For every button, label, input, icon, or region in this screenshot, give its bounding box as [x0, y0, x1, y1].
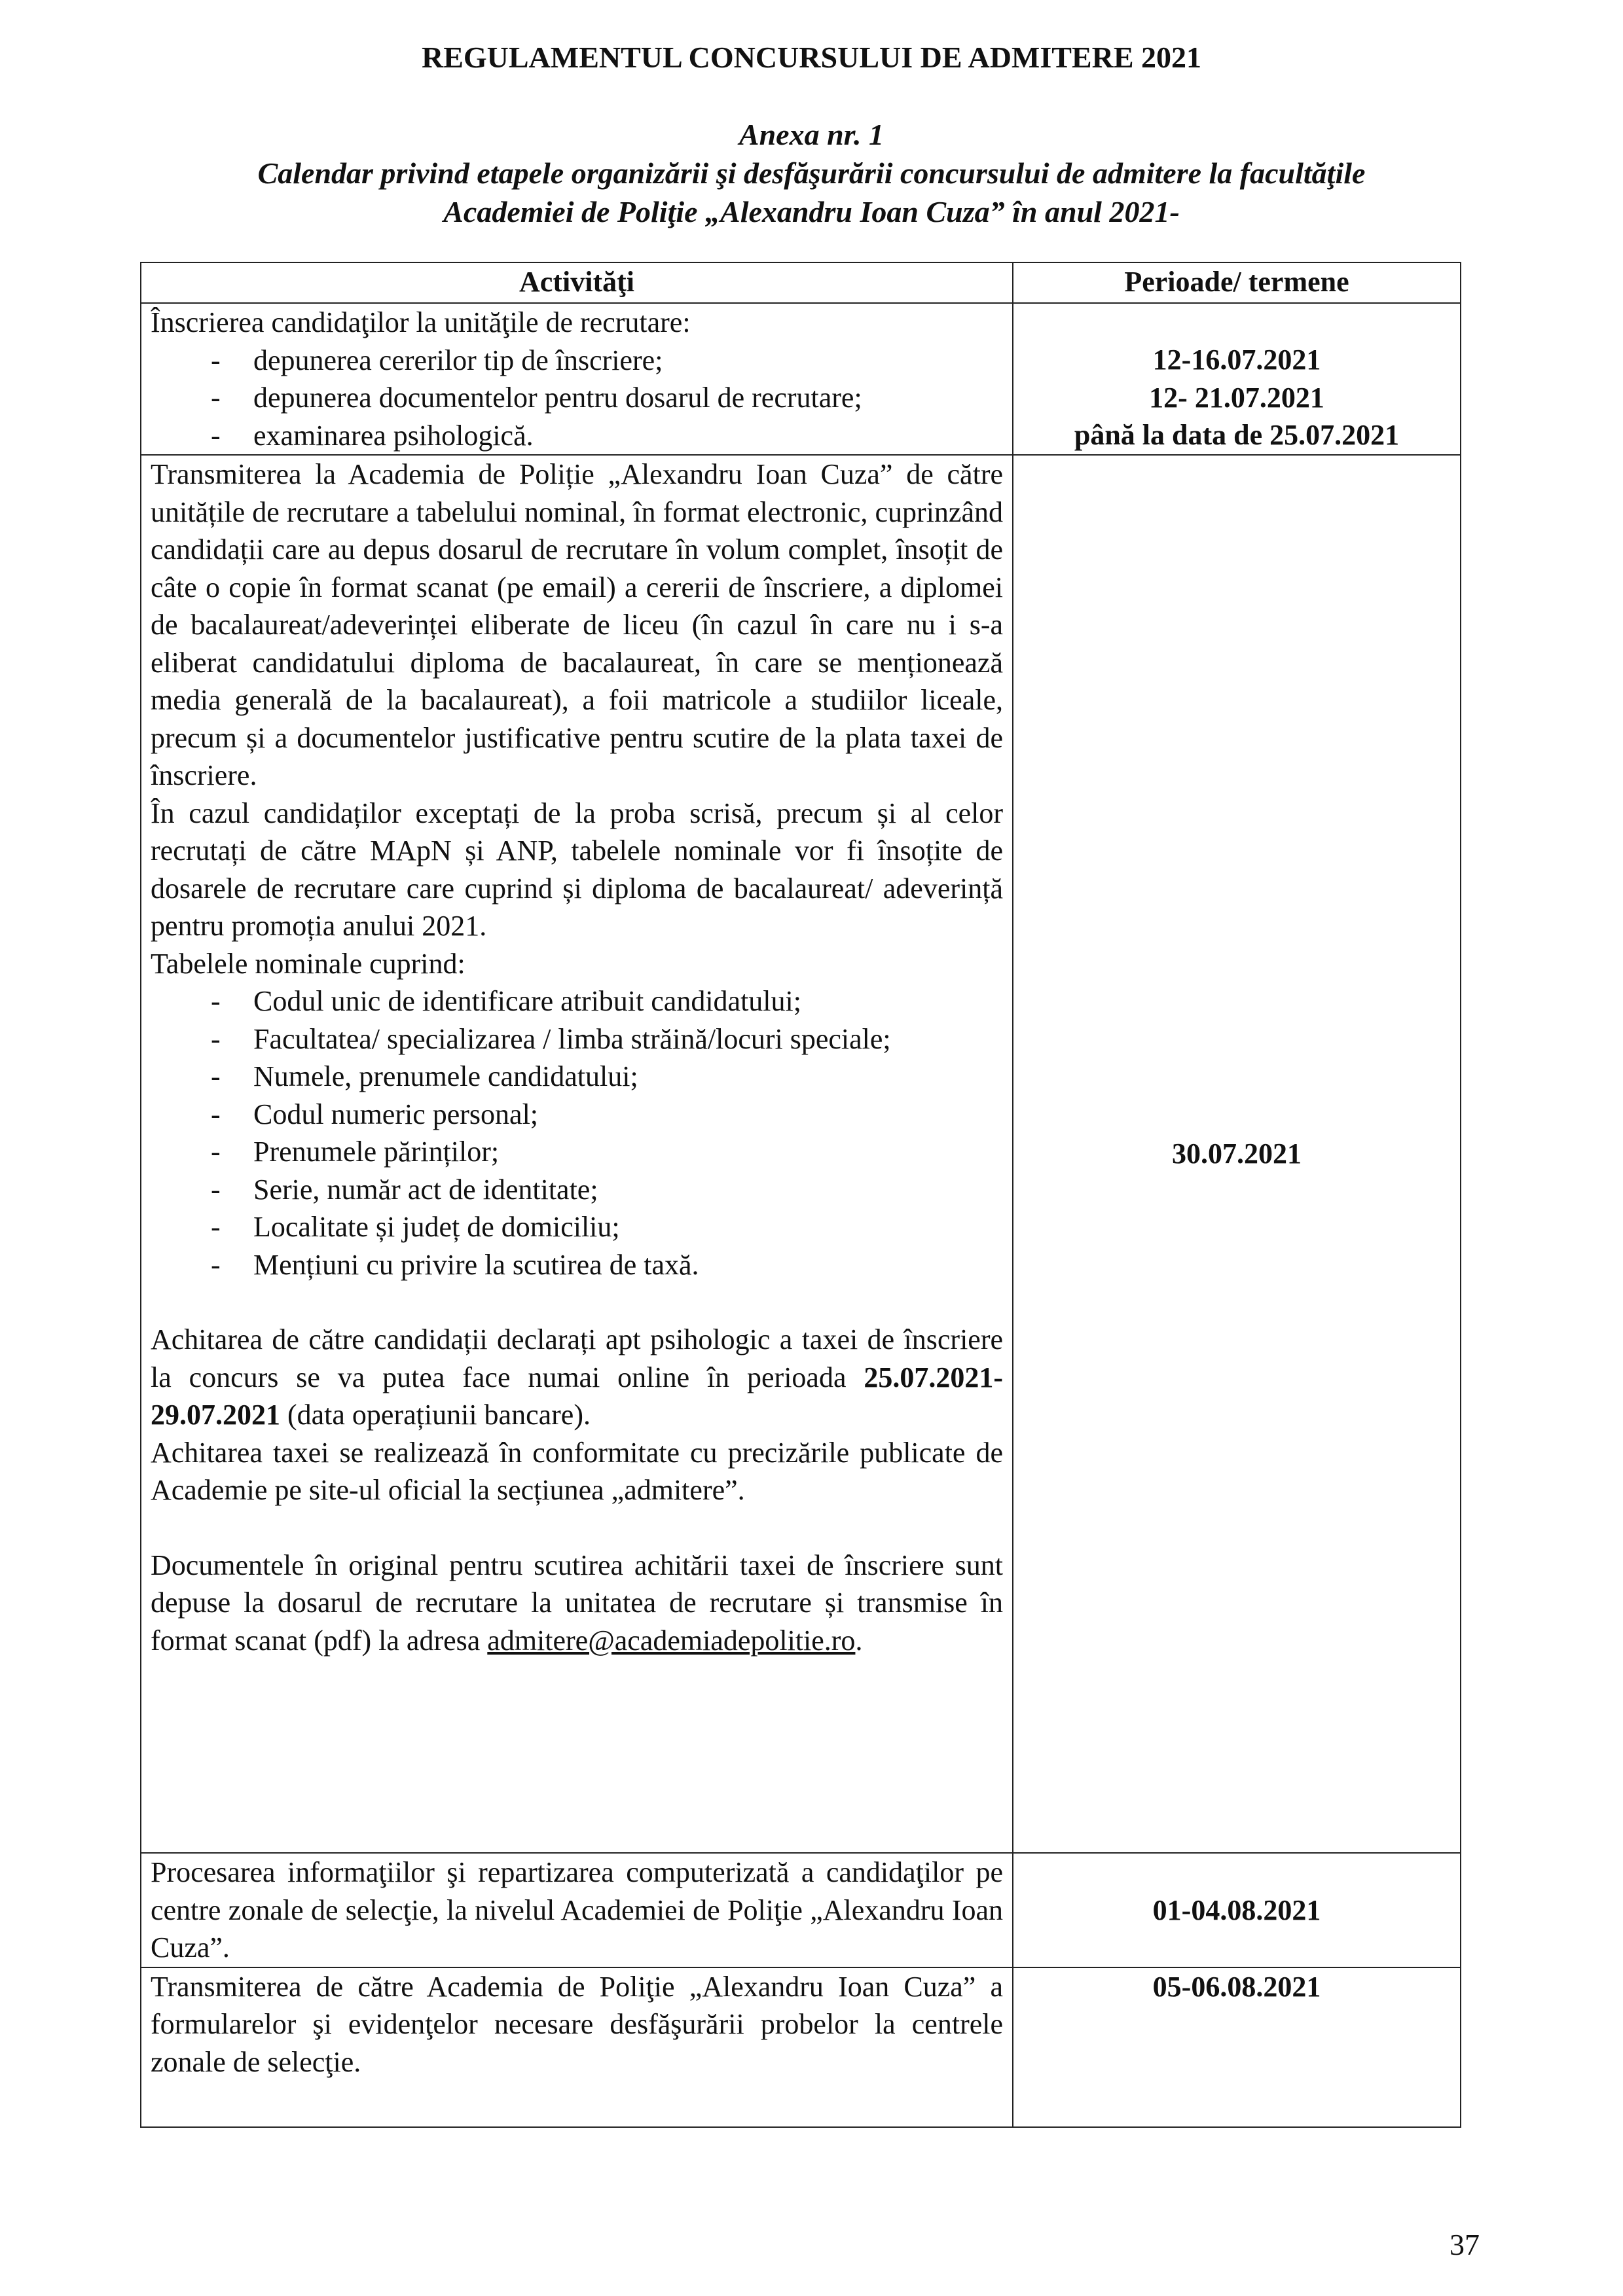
document-title: REGULAMENTUL CONCURSULUI DE ADMITERE 2021	[421, 41, 1202, 74]
list-item: - Codul numeric personal;	[151, 1096, 1003, 1134]
period-cell	[1013, 455, 1461, 1853]
list-item: - Codul unic de identificare atribuit candidatului;	[151, 982, 1003, 1020]
annex-subtitle-line1: Calendar privind etapele organizării şi desfăşurării concursului de admitere la facultăţile	[257, 156, 1366, 190]
list-item: - examinarea psihologică.	[151, 417, 1003, 455]
list-item: - Localitate și județ de domiciliu;	[151, 1208, 1003, 1246]
row2-paragraph: În cazul candidaților exceptați de la proba scrisă, precum și al celor recrutați de către MApN și ANP, tabelele nominale vor fi însoțite de dosarele de recrutare care cuprind și diploma de bacalaureat/ adeverință pentru promoția anului 2021.	[151, 797, 1003, 942]
table-header-row	[141, 262, 1461, 303]
header-activities: Activităţi	[141, 262, 1013, 303]
row2-list-intro: Tabelele nominale cuprind:	[151, 947, 465, 980]
table-row	[141, 455, 1461, 1853]
activity-cell	[141, 1967, 1013, 2127]
list-item: - depunerea documentelor pentru dosarul de recrutare;	[151, 379, 1003, 417]
row1-list	[151, 342, 1003, 455]
documents-text-end: .	[855, 1624, 863, 1657]
row4-text: Transmiterea de către Academia de Poliţie „Alexandru Ioan Cuza” a formularelor şi evidenţelor necesare desfăşurării probelor la centrele zonale de selecţie.	[151, 1970, 1003, 2078]
activity-cell	[141, 455, 1013, 1853]
calendar-table	[140, 262, 1461, 2128]
period-cell	[1013, 1967, 1461, 2127]
row2-paragraph: Transmiterea la Academia de Poliție „Alexandru Ioan Cuza” de către unitățile de recrutare a tabelului nominal, în format electronic, cuprinzând candidații care au depus dosarul de recrutare în volum complet, însoțit de câte o copie în format scanat (pe email) a cererii de înscriere, a diplomei de bacalaureat/adeverinței eliberate de liceu (în cazul în care nu i s-a eliberat candidatului diploma de bacalaureat, în care se menționează media generală de la bacalaureat), a foii matricole a studiilor liceale, precum și a documentelor justificative pentru scutire de la plata taxei de înscriere.	[151, 458, 1003, 791]
period-date: 12-16.07.2021	[1152, 344, 1321, 376]
payment-period: 25.07.2021-29.07.2021	[151, 1361, 1003, 1431]
period-date: 01-04.08.2021	[1152, 1893, 1321, 1926]
documents-text: Documentele în original pentru scutirea achitării taxei de înscriere sunt depuse la dosarul de recrutare la unitatea de recrutare și transmise în format scanat (pdf) la adresa	[151, 1549, 1003, 1657]
period-date: până la data de 25.07.2021	[1074, 419, 1400, 451]
annex-subtitle-line2: Academiei de Poliţie „Alexandru Ioan Cuza” în anul 2021-	[443, 195, 1180, 228]
period-cell	[1013, 303, 1461, 455]
period-date: 05-06.08.2021	[1152, 1970, 1321, 2003]
period-date: 12- 21.07.2021	[1149, 381, 1324, 414]
period-date: 30.07.2021	[1172, 1138, 1302, 1170]
list-item: - Numele, prenumele candidatului;	[151, 1058, 1003, 1096]
payment-text-end: (data operațiunii bancare).	[280, 1399, 591, 1431]
payment-text: Achitarea de către candidații declarați apt psihologic a taxei de înscriere la concurs se va putea face numai online în perioada	[151, 1323, 1003, 1393]
list-item: - Mențiuni cu privire la scutirea de taxă.	[151, 1246, 1003, 1284]
list-item: - Serie, număr act de identitate;	[151, 1171, 1003, 1209]
activity-cell	[141, 1853, 1013, 1967]
table-row	[141, 1853, 1461, 1967]
header-periods: Perioade/ termene	[1013, 262, 1461, 303]
row2-list	[151, 982, 1003, 1283]
activity-cell	[141, 303, 1013, 455]
table-row	[141, 1967, 1461, 2127]
row2-paragraph: Achitarea taxei se realizează în conformitate cu precizările publicate de Academie pe site-ul oficial la secțiunea „admitere”.	[151, 1436, 1003, 1506]
row3-text: Procesarea informaţiilor şi repartizarea computerizată a candidaţilor pe centre zonale de selecţie, la nivelul Academiei de Poliţie „Alexandru Ioan Cuza”.	[151, 1856, 1003, 1964]
annex-number: Anexa nr. 1	[739, 118, 884, 151]
annex-heading	[0, 115, 1623, 231]
row1-intro: Înscrierea candidaţilor la unităţile de recrutare:	[151, 306, 691, 338]
row2-documents-paragraph	[151, 1547, 1003, 1660]
list-item: - depunerea cererilor tip de înscriere;	[151, 342, 1003, 380]
list-item: - Prenumele părinților;	[151, 1133, 1003, 1171]
email-link[interactable]: admitere@academiadepolitie.ro	[487, 1624, 856, 1657]
table-row	[141, 303, 1461, 455]
row2-payment-paragraph	[151, 1321, 1003, 1434]
period-cell	[1013, 1853, 1461, 1967]
page-number: 37	[1450, 2228, 1480, 2261]
list-item: - Facultatea/ specializarea / limba străină/locuri speciale;	[151, 1020, 1003, 1058]
